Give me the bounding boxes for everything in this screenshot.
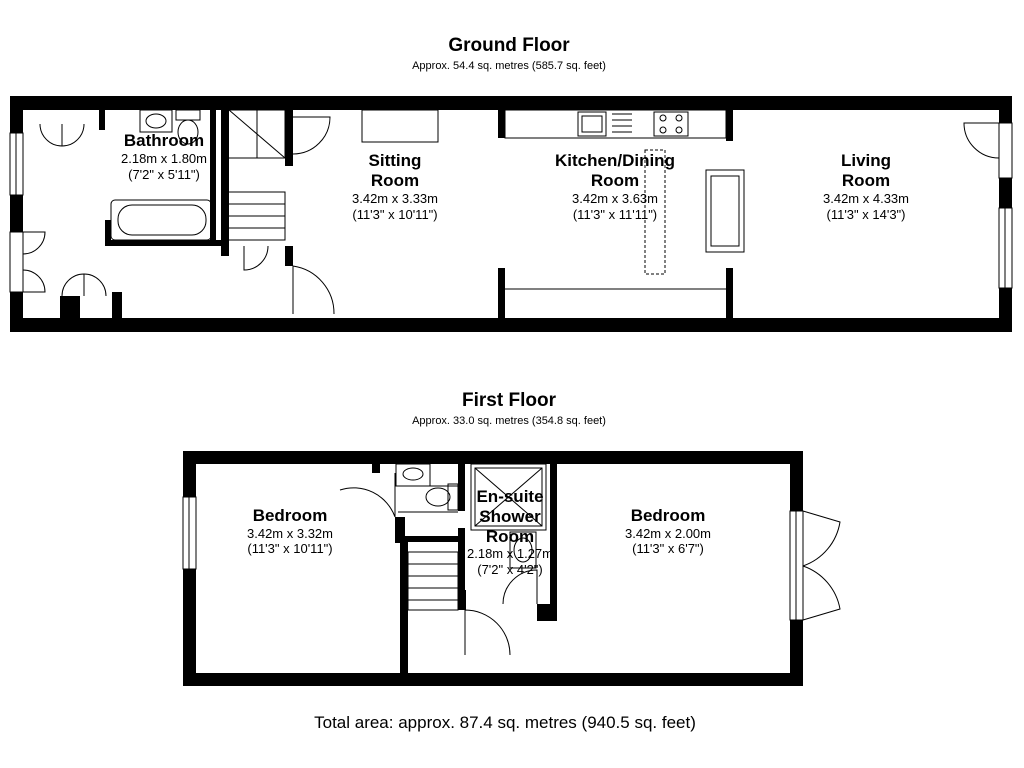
room-name: Room (370, 171, 420, 190)
door (62, 124, 84, 146)
total-area: Total area: approx. 87.4 sq. metres (940.5 sq. feet) (314, 713, 696, 732)
door (244, 246, 268, 270)
room-imperial: (11'3" x 6'7") (632, 541, 704, 556)
room-name: Bedroom (252, 506, 328, 525)
room-name: Shower (479, 507, 541, 526)
door (62, 274, 84, 296)
room-kitchen-dining (555, 151, 675, 222)
ground-floor-title: Ground Floor (448, 35, 570, 56)
room-metric: 2.18m x 1.80m (121, 151, 207, 166)
hob (654, 112, 688, 136)
ground-floor-area: Approx. 54.4 sq. metres (585.7 sq. feet) (412, 60, 606, 72)
room-sitting (352, 151, 438, 222)
door (293, 117, 330, 154)
room-imperial: (7'2" x 4'2") (477, 562, 543, 577)
room-ensuite (467, 487, 553, 577)
room-metric: 3.42m x 2.00m (625, 526, 711, 541)
room-name: Room (841, 171, 891, 190)
room-name: Bedroom (630, 506, 706, 525)
door (803, 511, 840, 566)
room-bedroom-2 (625, 506, 711, 556)
sofa (706, 170, 744, 252)
room-name: Room (485, 527, 535, 546)
toilet (176, 110, 200, 120)
room-metric: 3.42m x 3.63m (572, 191, 658, 206)
basin (396, 464, 430, 486)
room-name: Living (840, 151, 892, 170)
room-name: Room (590, 171, 640, 190)
sink (140, 110, 172, 132)
room-name: Bathroom (123, 131, 205, 150)
room-imperial: (11'3" x 11'11") (572, 207, 658, 222)
room-name: En-suite (476, 487, 544, 506)
room-metric: 2.18m x 1.27m (467, 546, 553, 561)
first-floor (183, 390, 840, 686)
door (340, 473, 395, 517)
room-name: Kitchen/Dining (555, 151, 675, 170)
entrance-door (10, 232, 23, 292)
room-imperial: (11'3" x 14'3") (826, 207, 906, 222)
door (465, 610, 510, 655)
ground-floor (10, 35, 1012, 332)
window (999, 123, 1012, 178)
room-metric: 3.42m x 3.33m (352, 191, 438, 206)
room-imperial: (11'3" x 10'11") (352, 207, 438, 222)
door (40, 124, 62, 146)
room-bedroom-1 (247, 506, 333, 556)
room-metric: 3.42m x 4.33m (823, 191, 909, 206)
first-floor-stairs (408, 552, 458, 610)
sideboard (362, 110, 438, 142)
room-bathroom (121, 131, 207, 182)
first-floor-title: First Floor (462, 390, 556, 411)
room-living (823, 151, 909, 222)
door (964, 123, 999, 158)
room-metric: 3.42m x 3.32m (247, 526, 333, 541)
room-imperial: (7'2" x 5'11") (128, 167, 200, 182)
first-floor-area: Approx. 33.0 sq. metres (354.8 sq. feet) (412, 415, 606, 427)
room-imperial: (11'3" x 10'11") (247, 541, 333, 556)
door (293, 266, 334, 314)
room-name: Sitting (368, 151, 422, 170)
ground-floor-stairs (229, 110, 285, 240)
